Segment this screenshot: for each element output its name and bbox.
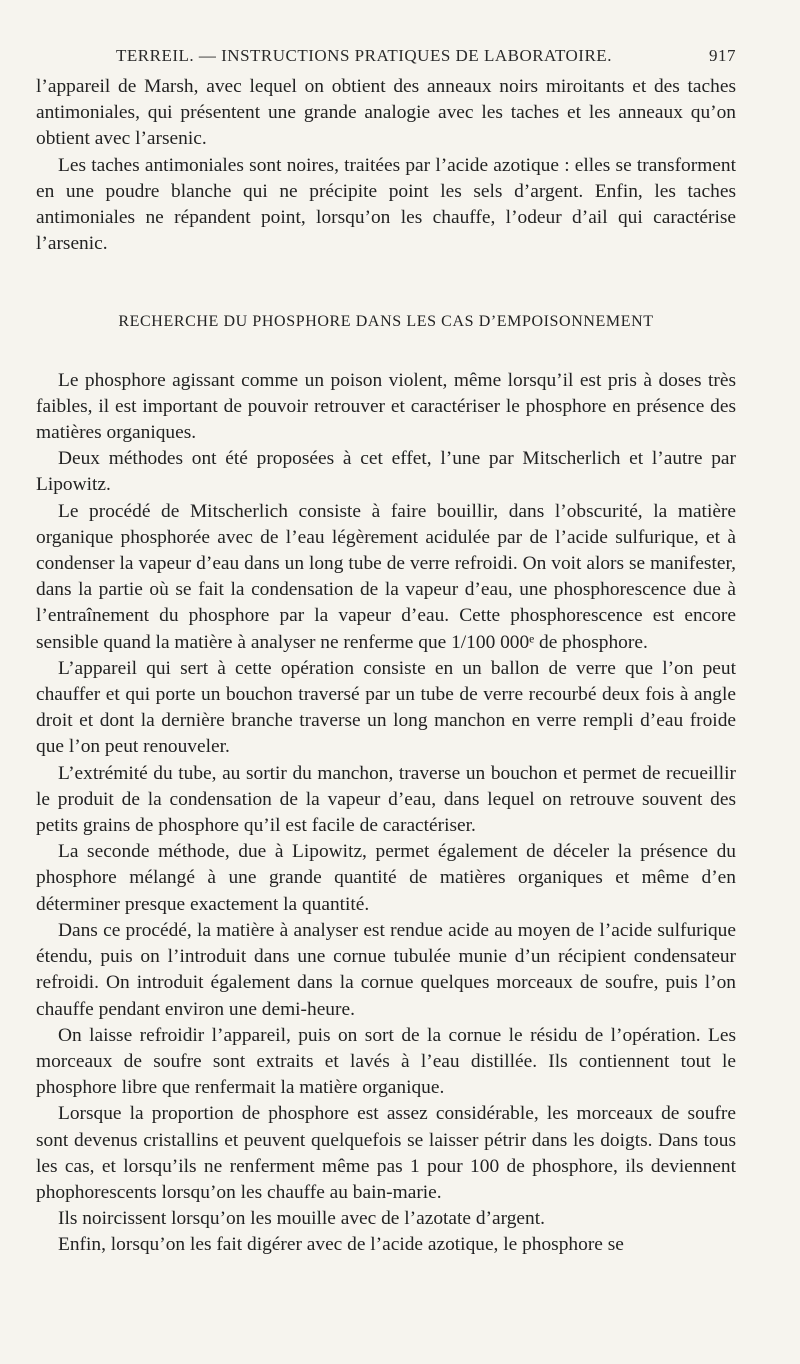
section-heading: RECHERCHE DU PHOSPHORE DANS LES CAS D’EMPOISONNEMENT xyxy=(118,313,654,331)
paragraph: l’appareil de Marsh, avec lequel on obtient des anneaux noirs miroitants et des taches antimoniales, qui présentent une grande analogie avec les taches et les anneaux qu’on obtient avec l’arsenic. xyxy=(36,76,736,150)
paragraph: La seconde méthode, due à Lipowitz, permet également de déceler la présence du phosphore mélangé à une grande quantité de matières organiques et même d’en déterminer presque exactement la quantité. xyxy=(36,841,736,915)
paragraph: Ils noircissent lorsqu’on les mouille avec de l’azotate d’argent. xyxy=(58,1208,545,1230)
running-title: TERREIL. — INSTRUCTIONS PRATIQUES DE LABORATOIRE. xyxy=(116,46,612,65)
paragraph: Le phosphore agissant comme un poison violent, même lorsqu’il est pris à doses très faibles, il est important de pouvoir retrouver et caractériser le phosphore en présence des matières organiques. xyxy=(36,369,736,444)
page-body xyxy=(36,74,736,1259)
page-header xyxy=(36,44,736,68)
paragraph: Le procédé de Mitscherlich consiste à faire bouillir, dans l’obscurité, la matière organique phosphorée avec de l’eau légèrement acidulée par de l’acide sulfurique, et à condenser la vapeur d’eau dans un long tube de verre refroidi. On voit alors se manifester, dans la partie où se fait la condensation de la vapeur d’eau, une phosphorescence due à l’entraînement du phosphore par la vapeur d’eau. Cette phosphorescence est encore sensible quand la matière à analyser ne renferme que 1/100 000ᵉ de phosphore. xyxy=(36,500,736,653)
paragraph: Deux méthodes ont été proposées à cet effet, l’une par Mitscherlich et l’autre par Lipowitz. xyxy=(36,448,736,496)
paragraph: Dans ce procédé, la matière à analyser est rendue acide au moyen de l’acide sulfurique étendu, puis on l’introduit dans une cornue tubulée munie d’un récipient condensateur refroidi. On introduit également dans la cornue quelques morceaux de soufre, puis l’on chauffe pendant environ une demi-heure. xyxy=(36,919,736,1020)
paragraph: Enfin, lorsqu’on les fait digérer avec de l’acide azotique, le phosphore se xyxy=(58,1234,624,1256)
page-number: 917 xyxy=(709,46,736,65)
paragraph: Les taches antimoniales sont noires, traitées par l’acide azotique : elles se transforment en une poudre blanche qui ne précipite point les sels d’argent. Enfin, les taches antimoniales ne répandent point, lorsqu’on les chauffe, l’odeur d’ail qui caractérise l’arsenic. xyxy=(36,154,736,255)
paragraph: L’extrémité du tube, au sortir du manchon, traverse un bouchon et permet de recueillir le produit de la condensation de la vapeur d’eau, dans lequel on retrouve souvent des petits grains de phosphore qu’il est facile de caractériser. xyxy=(36,762,736,837)
paragraph: Lorsque la proportion de phosphore est assez considérable, les morceaux de soufre sont devenus cristallins et peuvent quelquefois se laisser pétrir dans les doigts. Dans tous les cas, et lorsqu’ils ne renferment même pas 1 pour 100 de phosphore, ils deviennent phophorescents lorsqu’on les chauffe au bain-marie. xyxy=(36,1103,736,1203)
paragraph: L’appareil qui sert à cette opération consiste en un ballon de verre que l’on peut chauffer et qui porte un bouchon traversé par un tube de verre recourbé deux fois à angle droit et dont la dernière branche traverse un long manchon en verre rempli d’eau froide que l’on peut renouveler. xyxy=(36,657,736,758)
paragraph: On laisse refroidir l’appareil, puis on sort de la cornue le résidu de l’opération. Les morceaux de soufre sont extraits et lavés à l’eau distillée. Ils contiennent tout le phosphore libre que renfermait la matière organique. xyxy=(36,1024,736,1099)
